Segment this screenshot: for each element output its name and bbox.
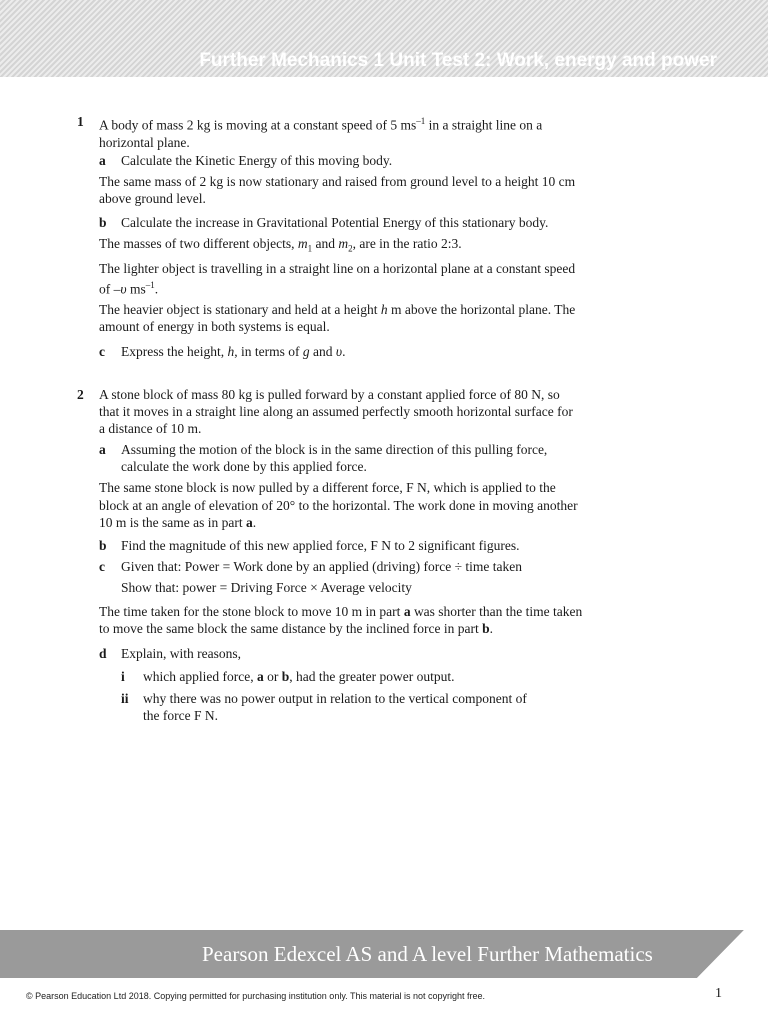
question-2c-line-2: Show that: power = Driving Force × Average velocity bbox=[121, 580, 412, 595]
question-1-stem: A body of mass 2 kg is moving at a constant speed of 5 $ms^{-1}$ in a straight line on a horizontal plane. bbox=[99, 116, 543, 150]
question-2d-text: Explain, with reasons, bbox=[121, 646, 241, 661]
question-2-stem: A stone block of mass 80 kg is pulled forward by a constant applied force of 80 N, so that it moves in a straight line along an assumed perfectly smooth horizontal surface for a distance of 10 m. bbox=[99, 387, 573, 436]
question-1-number: 1 bbox=[77, 114, 84, 129]
page-header-band bbox=[0, 0, 768, 77]
question-2c-line-1: Given that: Power = Work done by an applied (driving) force ÷ time taken bbox=[121, 559, 522, 574]
copyright-notice: © Pearson Education Ltd 2018. Copying permitted for purchasing institution only. This material is not copyright free. bbox=[26, 991, 486, 1001]
question-2b-text: Find the magnitude of this new applied force, F N to 2 significant figures. bbox=[121, 538, 520, 553]
question-1a-text: Calculate the Kinetic Energy of this moving body. bbox=[121, 153, 393, 168]
question-1a-label: a bbox=[99, 153, 106, 168]
question-1-paragraph-4: The heavier object is stationary and held at a height h m above the horizontal plane. The amount of energy in both systems is equal. bbox=[99, 302, 576, 334]
question-2c-label: c bbox=[99, 559, 105, 574]
question-2-number: 2 bbox=[77, 387, 84, 402]
question-2d-ii-label: ii bbox=[121, 691, 129, 706]
question-1-paragraph-2: The masses of two different objects, $m_1$ and $m_2$, are in the ratio 2:3. bbox=[99, 236, 462, 254]
question-1-paragraph-1: The same mass of 2 kg is now stationary and raised from ground level to a height 10 cm above ground level. bbox=[99, 174, 576, 206]
question-1b-text: Calculate the increase in Gravitational Potential Energy of this stationary body. bbox=[121, 215, 549, 230]
question-1c-text: Express the height, h, in terms of g and υ. bbox=[121, 344, 346, 359]
question-2b-label: b bbox=[99, 538, 107, 553]
question-2-paragraph-2: The time taken for the stone block to move 10 m in part a was shorter than the time taken to move the same block the same distance by the inclined force in part b. bbox=[99, 604, 583, 636]
page-header-title: Further Mechanics 1 Unit Test 2: Work, energy and power bbox=[199, 50, 717, 71]
question-2d-label: d bbox=[99, 646, 107, 661]
question-2a-text: Assuming the motion of the block is in the same direction of this pulling force, calculate the work done by this applied force. bbox=[121, 442, 548, 474]
question-1-paragraph-3: The lighter object is travelling in a straight line on a horizontal plane at a constant speed of –υ $ms^{-1}$. bbox=[99, 261, 576, 297]
question-2a-label: a bbox=[99, 442, 106, 457]
question-2d-ii-text: why there was no power output in relation to the vertical component of the force F N. bbox=[143, 691, 527, 723]
question-1b-label: b bbox=[99, 215, 107, 230]
page-number: 1 bbox=[715, 986, 722, 1001]
footer-title: Pearson Edexcel AS and A level Further Mathematics bbox=[202, 942, 653, 966]
question-2-paragraph-1: The same stone block is now pulled by a different force, F N, which is applied to the block at an angle of elevation of 20° to the horizontal. The work done in moving another 10 m is the same as in part a. bbox=[99, 480, 578, 530]
question-2d-i-label: i bbox=[121, 669, 125, 684]
question-1c-label: c bbox=[99, 344, 105, 359]
question-2d-i-text: which applied force, a or b, had the greater power output. bbox=[143, 669, 455, 684]
